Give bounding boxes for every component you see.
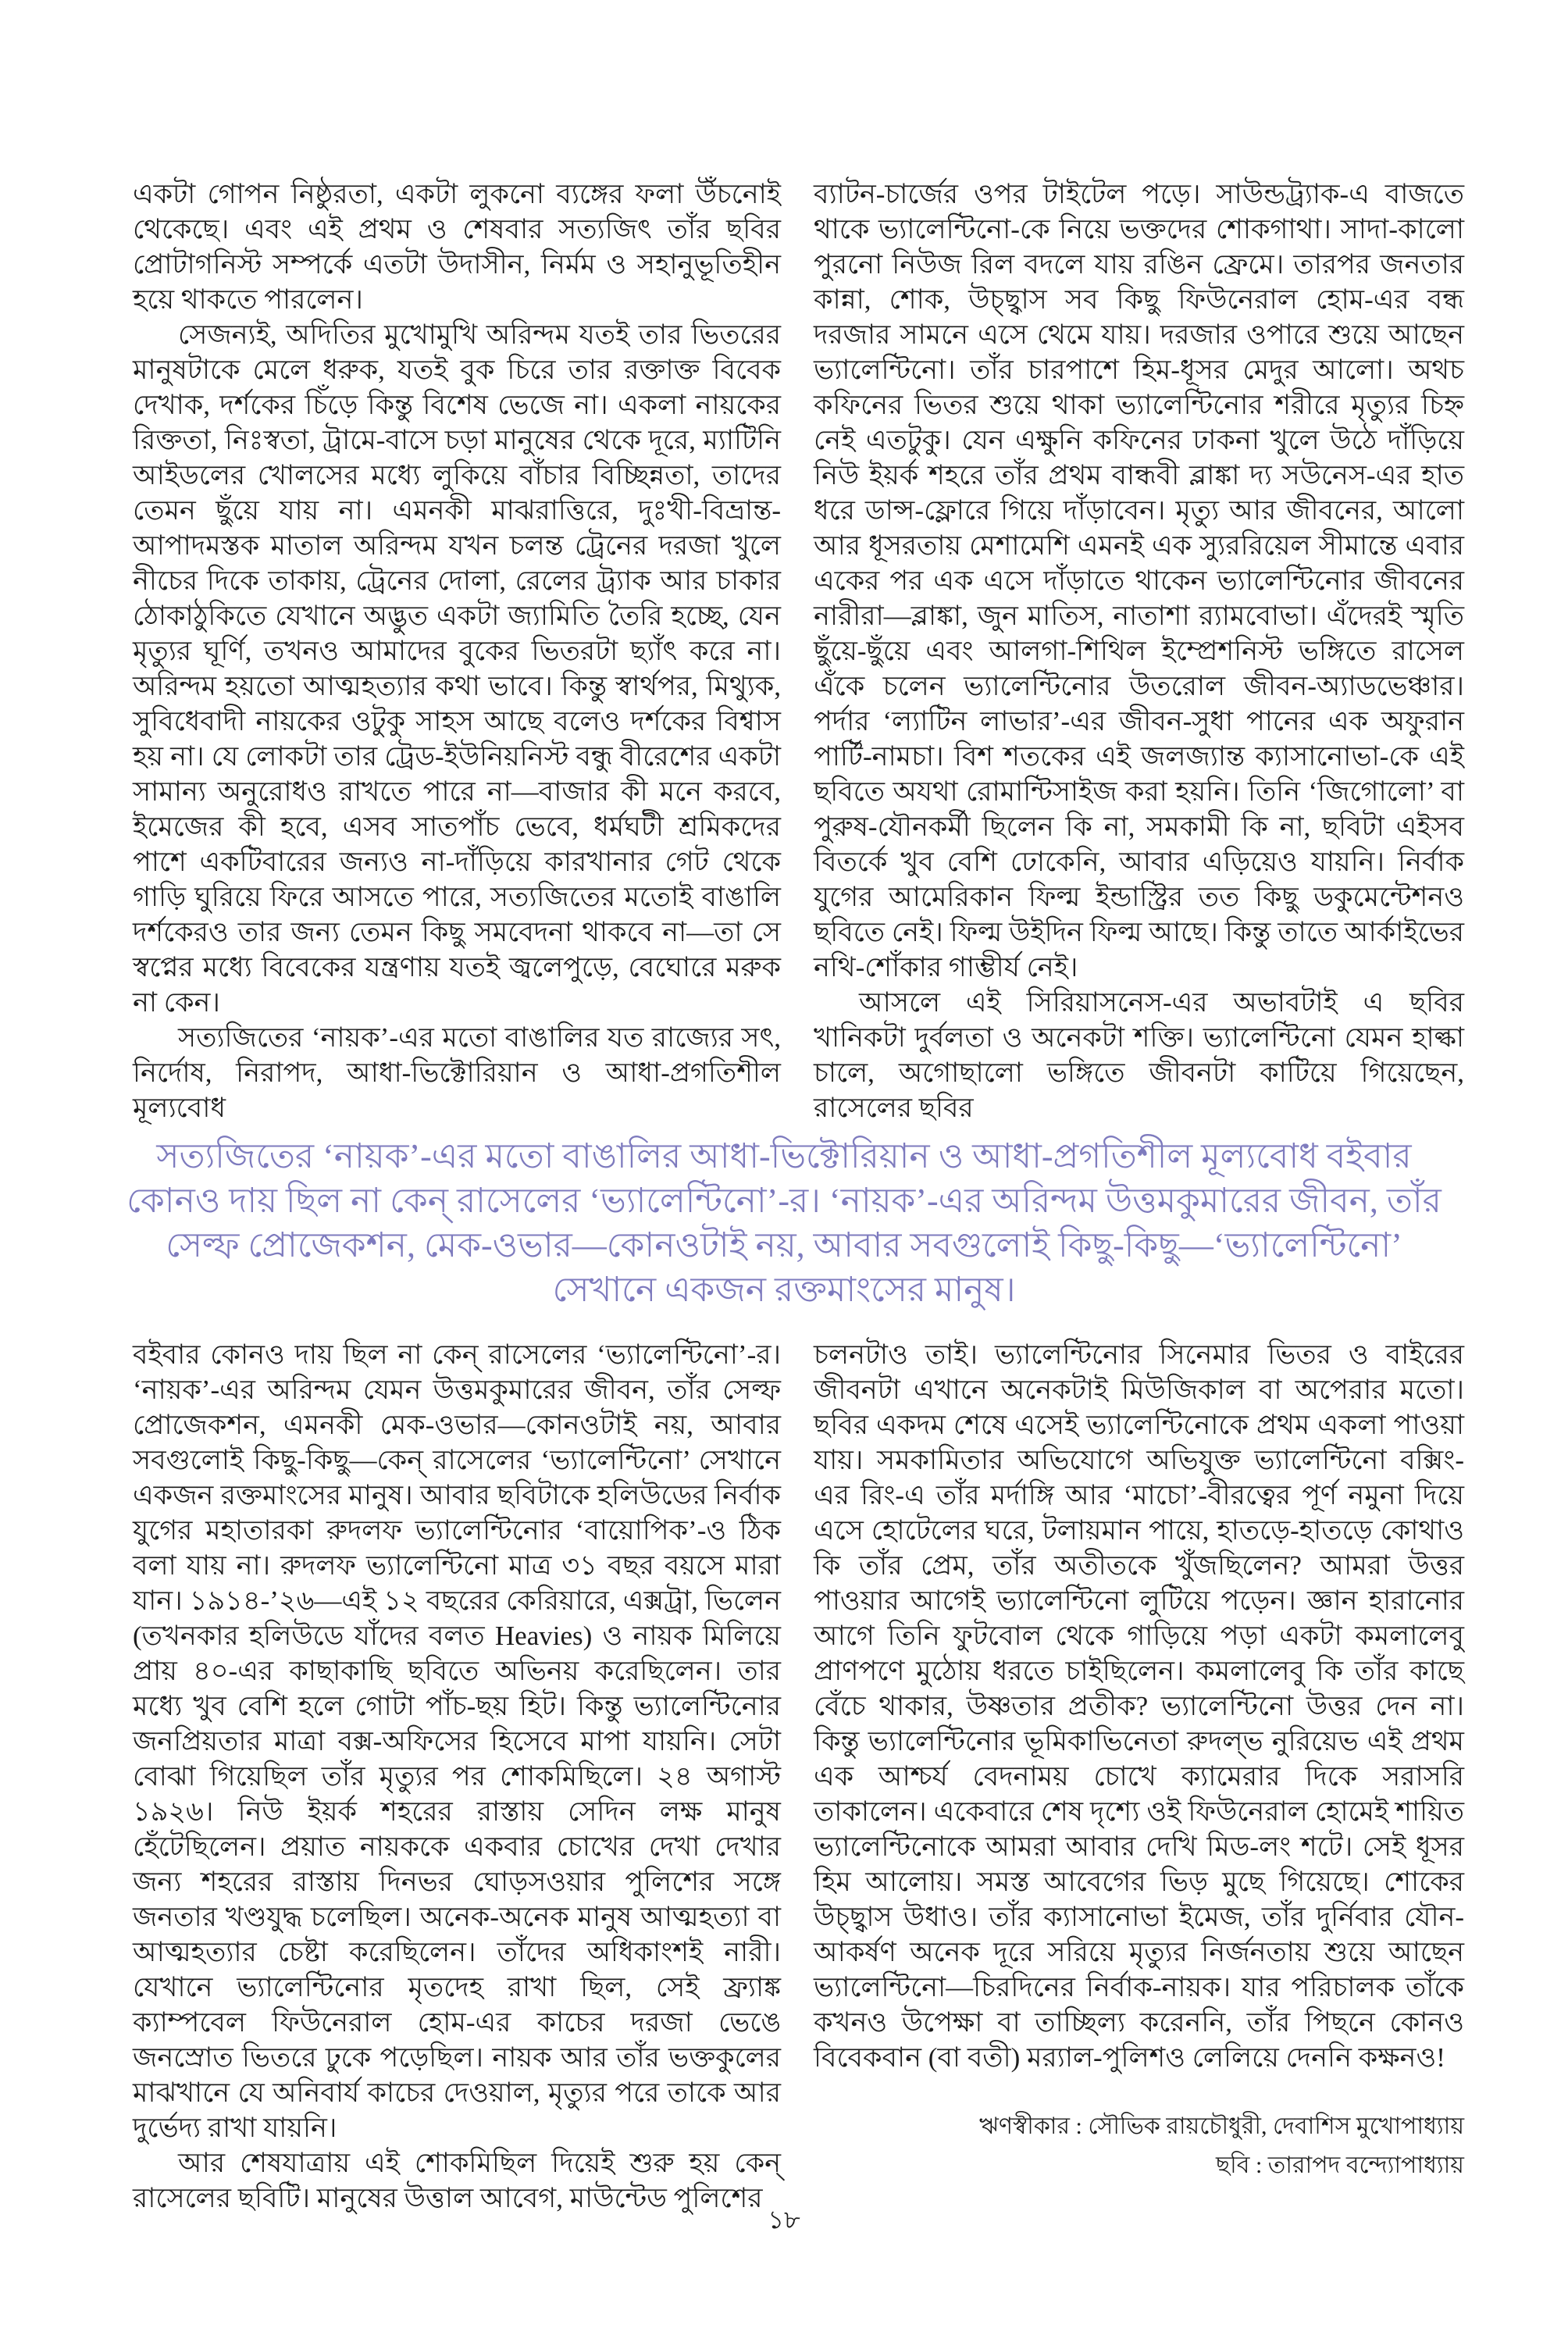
- paragraph: বইবার কোনও দায় ছিল না কেন্ রাসেলের ‘ভ্যালেন্টিনো’-র। ‘নায়ক’-এর অরিন্দম যেমন উত্তমকুমারের জীবন, তাঁর সেল্ফ প্রোজেকশন, এমনকী মেক-ওভার—কোনওটাই নয়, আবার সবগুলোই কিছু-কিছু—কেন্ রাসেলের ‘ভ্যালেন্টিনো’ সেখানে একজন রক্তমাংসের মানুষ। আবার ছবিটাকে হলিউডের নির্বাক যুগের মহাতারকা রুদলফ ভ্যালেন্টিনোর ‘বায়োপিক’-ও ঠিক বলা যায় না। রুদলফ ভ্যালেন্টিনো মাত্র ৩১ বছর বয়সে মারা যান। ১৯১৪-’২৬—এই ১২ বছরের কেরিয়ারে, এক্সট্রা, ভিলেন (তখনকার হলিউডে যাঁদের বলত Heavies) ও নায়ক মিলিয়ে প্রায় ৪০-এর কাছাকাছি ছবিতে অভিনয় করেছিলেন। তার মধ্যে খুব বেশি হলে গোটা পাঁচ-ছয় হিট। কিন্তু ভ্যালেন্টিনোর জনপ্রিয়তার মাত্রা বক্স-অফিসের হিসেবে মাপা যায়নি। সেটা বোঝা গিয়েছিল তাঁর মৃত্যুর পর শোকমিছিলে। ২৪ অগাস্ট ১৯২৬। নিউ ইয়র্ক শহরের রাস্তায় সেদিন লক্ষ মানুষ হেঁটেছিলেন। প্রয়াত নায়ককে একবার চোখের দেখা দেখার জন্য শহরের রাস্তায় দিনভর ঘোড়সওয়ার পুলিশের সঙ্গে জনতার খণ্ডযুদ্ধ চলেছিল। অনেক-অনেক মানুষ আত্মহত্যা বা আত্মহত্যার চেষ্টা করেছিলেন। তাঁদের অধিকাংশই নারী। যেখানে ভ্যালেন্টিনোর মৃতদেহ রাখা ছিল, সেই ফ্র্যাঙ্ক ক্যাম্পবেল ফিউনেরাল হোম-এর কাচের দরজা ভেঙে জনস্রোত ভিতরে ঢুকে পড়েছিল। নায়ক আর তাঁর ভক্তকুলের মাঝখানে যে অনিবার্য কাচের দেওয়াল, মৃত্যুর পরে তাকে আর দুর্ভেদ্য রাখা যায়নি।: [133, 1339, 781, 2143]
- article-column-left-bottom: [133, 1337, 781, 2213]
- pull-quote-line: সত্যজিতের ‘নায়ক’-এর মতো বাঙালির আধা-ভিক্টোরিয়ান ও আধা-প্রগতিশীল মূল্যবোধ বইবার: [156, 1137, 1412, 1175]
- article-column-right-bottom: [814, 1337, 1464, 2102]
- paragraph: আর শেষযাত্রায় এই শোকমিছিল দিয়েই শুরু হয় কেন্ রাসেলের ছবিটি। মানুষের উত্তাল আবেগ, মাউন্টেড পুলিশের: [133, 2148, 781, 2213]
- paragraph: ব্যাটন-চার্জের ওপর টাইটেল পড়ে। সাউন্ডট্র্যাক-এ বাজতে থাকে ভ্যালেন্টিনো-কে নিয়ে ভক্তদের শোকগাথা। সাদা-কালো পুরনো নিউজ রিল বদলে যায় রঙিন ফ্রেমে। তারপর জনতার কান্না, শোক, উচ্ছ্বাস সব কিছু ফিউনেরাল হোম-এর বন্ধ দরজার সামনে এসে থেমে যায়। দরজার ওপারে শুয়ে আছেন ভ্যালেন্টিনো। তাঁর চারপাশে হিম-ধূসর মেদুর আলো। অথচ কফিনের ভিতর শুয়ে থাকা ভ্যালেন্টিনোর শরীরে মৃত্যুর চিহ্ন নেই এতটুকু। যেন এক্ষুনি কফিনের ঢাকনা খুলে উঠে দাঁড়িয়ে নিউ ইয়র্ক শহরে তাঁর প্রথম বান্ধবী ব্লাঙ্কা দ্য সউনেস-এর হাত ধরে ডান্স-ফ্লোরে গিয়ে দাঁড়াবেন। মৃত্যু আর জীবনের, আলো আর ধূসরতায় মেশামেশি এমনই এক স্যুররিয়েল সীমান্তে এবার একের পর এক এসে দাঁড়াতে থাকেন ভ্যালেন্টিনোর জীবনের নারীরা—ব্লাঙ্কা, জুন মাতিস, নাতাশা র‍্যামবোভা। এঁদেরই স্মৃতি ছুঁয়ে-ছুঁয়ে এবং আলগা-শিথিল ইম্প্রেশনিস্ট ভঙ্গিতে রাসেল এঁকে চলেন ভ্যালেন্টিনোর উতরোল জীবন-অ্যাডভেঞ্চার। পর্দার ‘ল্যাটিন লাভার’-এর জীবন-সুধা পানের এক অফুরান পার্টি-নামচা। বিশ শতকের এই জলজ্যান্ত ক্যাসানোভা-কে এই ছবিতে অযথা রোমান্টিসাইজ করা হয়নি। তিনি ‘জিগোলো’ বা পুরুষ-যৌনকর্মী ছিলেন কি না, সমকামী কি না, ছবিটা এইসব বিতর্কে খুব বেশি ঢোকেনি, আবার এড়িয়েও যায়নি। নির্বাক যুগের আমেরিকান ফিল্ম ইন্ডাস্ট্রির তত কিছু ডকুমেন্টেশনও ছবিতে নেই। ফিল্ম উইদিন ফিল্ম আছে। কিন্তু তাতে আর্কাইভের নথি-শোঁকার গাম্ভীর্য নেই।: [814, 179, 1464, 982]
- credits-block: [814, 2107, 1464, 2185]
- article-column-right-top: [814, 177, 1464, 1123]
- credit-line-photo: ছবি : তারাপদ বন্দ্যোপাধ্যায়: [1215, 2152, 1464, 2178]
- pull-quote-line: সেখানে একজন রক্তমাংসের মানুষ।: [552, 1271, 1016, 1309]
- pull-quote-line: সেল্ফ প্রোজেকশন, মেক-ওভার—কোনওটাই নয়, আবার সবগুলোই কিছু-কিছু—‘ভ্যালেন্টিনো’: [166, 1226, 1402, 1264]
- pull-quote-line: কোনও দায় ছিল না কেন্ রাসেলের ‘ভ্যালেন্টিনো’-র। ‘নায়ক’-এর অরিন্দম উত্তমকুমারের জীবন, তাঁর: [127, 1182, 1441, 1220]
- pull-quote: [117, 1134, 1451, 1312]
- paragraph: আসলে এই সিরিয়াসনেস-এর অভাবটাই এ ছবির খানিকটা দুর্বলতা ও অনেকটা শক্তি। ভ্যালেন্টিনো যেমন হাল্কা চালে, অগোছালো ভঙ্গিতে জীবনটা কাটিয়ে গিয়েছেন, রাসেলের ছবির: [814, 987, 1464, 1123]
- credit-line-acknowledgement: ঋণস্বীকার : সৌভিক রায়চৌধুরী, দেবাশিস মুখোপাধ্যায়: [979, 2113, 1464, 2139]
- paragraph: সেজন্যই, অদিতির মুখোমুখি অরিন্দম যতই তার ভিতরের মানুষটাকে মেলে ধরুক, যতই বুক চিরে তার রক্তাক্ত বিবেক দেখাক, দর্শকের চিঁড়ে কিন্তু বিশেষ ভেজে না। একলা নায়কের রিক্ততা, নিঃস্বতা, ট্রামে-বাসে চড়া মানুষের থেকে দূরে, ম্যাটিনি আইডলের খোলসের মধ্যে লুকিয়ে বাঁচার বিচ্ছিন্নতা, তাদের তেমন ছুঁয়ে যায় না। এমনকী মাঝরাত্তিরে, দুঃখী-বিভ্রান্ত-আপাদমস্তক মাতাল অরিন্দম যখন চলন্ত ট্রেনের দরজা খুলে নীচের দিকে তাকায়, ট্রেনের দোলা, রেলের ট্র্যাক আর চাকার ঠোকাঠুকিতে যেখানে অদ্ভুত একটা জ্যামিতি তৈরি হচ্ছে, যেন মৃত্যুর ঘূর্ণি, তখনও আমাদের বুকের ভিতরটা ছ্যাঁৎ করে না। অরিন্দম হয়তো আত্মহত্যার কথা ভাবে। কিন্তু স্বার্থপর, মিথ্যুক, সুবিধেবাদী নায়কের ওটুকু সাহস আছে বলেও দর্শকের বিশ্বাস হয় না। যে লোকটা তার ট্রেড-ইউনিয়নিস্ট বন্ধু বীরেশের একটা সামান্য অনুরোধও রাখতে পারে না—বাজার কী মনে করবে, ইমেজের কী হবে, এসব সাতপাঁচ ভেবে, ধর্মঘটী শ্রমিকদের পাশে একটিবারের জন্যও না-দাঁড়িয়ে কারখানার গেট থেকে গাড়ি ঘুরিয়ে ফিরে আসতে পারে, সত্যজিতের মতোই বাঙালি দর্শকেরও তার জন্য তেমন কিছু সমবেদনা থাকবে না—তা সে স্বপ্নের মধ্যে বিবেকের যন্ত্রণায় যতই জ্বলেপুড়ে, বেঘোরে মরুক না কেন।: [133, 319, 781, 1018]
- article-column-left-top: [133, 177, 781, 1123]
- page-number: ১৮: [768, 2206, 800, 2234]
- paragraph: চলনটাও তাই। ভ্যালেন্টিনোর সিনেমার ভিতর ও বাইরের জীবনটা এখানে অনেকটাই মিউজিকাল বা অপেরার মতো। ছবির একদম শেষে এসেই ভ্যালেন্টিনোকে প্রথম একলা পাওয়া যায়। সমকামিতার অভিযোগে অভিযুক্ত ভ্যালেন্টিনো বক্সিং-এর রিং-এ তাঁর মর্দাঙ্গি আর ‘মাচো’-বীরত্বের পূর্ণ নমুনা দিয়ে এসে হোটেলের ঘরে, টলায়মান পায়ে, হাতড়ে-হাতড়ে কোথাও কি তাঁর প্রেম, তাঁর অতীতকে খুঁজছিলেন? আমরা উত্তর পাওয়ার আগেই ভ্যালেন্টিনো লুটিয়ে পড়েন। জ্ঞান হারানোর আগে তিনি ফুটবোল থেকে গাড়িয়ে পড়া একটা কমলালেবু প্রাণপণে মুঠোয় ধরতে চাইছিলেন। কমলালেবু কি তাঁর কাছে বেঁচে থাকার, উষ্ণতার প্রতীক? ভ্যালেন্টিনো উত্তর দেন না। কিন্তু ভ্যালেন্টিনোর ভূমিকাভিনেতা রুদল্ভ নুরিয়েভ এই প্রথম এক আশ্চর্য বেদনাময় চোখে ক্যামেরার দিকে সরাসরি তাকালেন। একেবারে শেষ দৃশ্যে ওই ফিউনেরাল হোমেই শায়িত ভ্যালেন্টিনোকে আমরা আবার দেখি মিড-লং শটে। সেই ধূসর হিম আলোয়। সমস্ত আবেগের ভিড় মুছে গিয়েছে। শোকের উচ্ছ্বাস উধাও। তাঁর ক্যাসানোভা ইমেজ, তাঁর দুর্নিবার যৌন-আকর্ষণ অনেক দূরে সরিয়ে মৃত্যুর নির্জনতায় শুয়ে আছেন ভ্যালেন্টিনো—চিরদিনের নির্বাক-নায়ক। যার পরিচালক তাঁকে কখনও উপেক্ষা বা তাচ্ছিল্য করেননি, তাঁর পিছনে কোনও বিবেকবান (বা বতী) মর‍্যাল-পুলিশও লেলিয়ে দেননি কক্ষনও!: [814, 1339, 1464, 2073]
- paragraph: একটা গোপন নিষ্ঠুরতা, একটা লুকনো ব্যঙ্গের ফলা উঁচনোই থেকেছে। এবং এই প্রথম ও শেষবার সত্যজিৎ তাঁর ছবির প্রোটাগনিস্ট সম্পর্কে এতটা উদাসীন, নির্মম ও সহানুভূতিহীন হয়ে থাকতে পারলেন।: [133, 179, 781, 315]
- paragraph: সত্যজিতের ‘নায়ক’-এর মতো বাঙালির যত রাজ্যের সৎ, নির্দোষ, নিরাপদ, আধা-ভিক্টোরিয়ান ও আধা-প্রগতিশীল মূল্যবোধ: [133, 1022, 781, 1123]
